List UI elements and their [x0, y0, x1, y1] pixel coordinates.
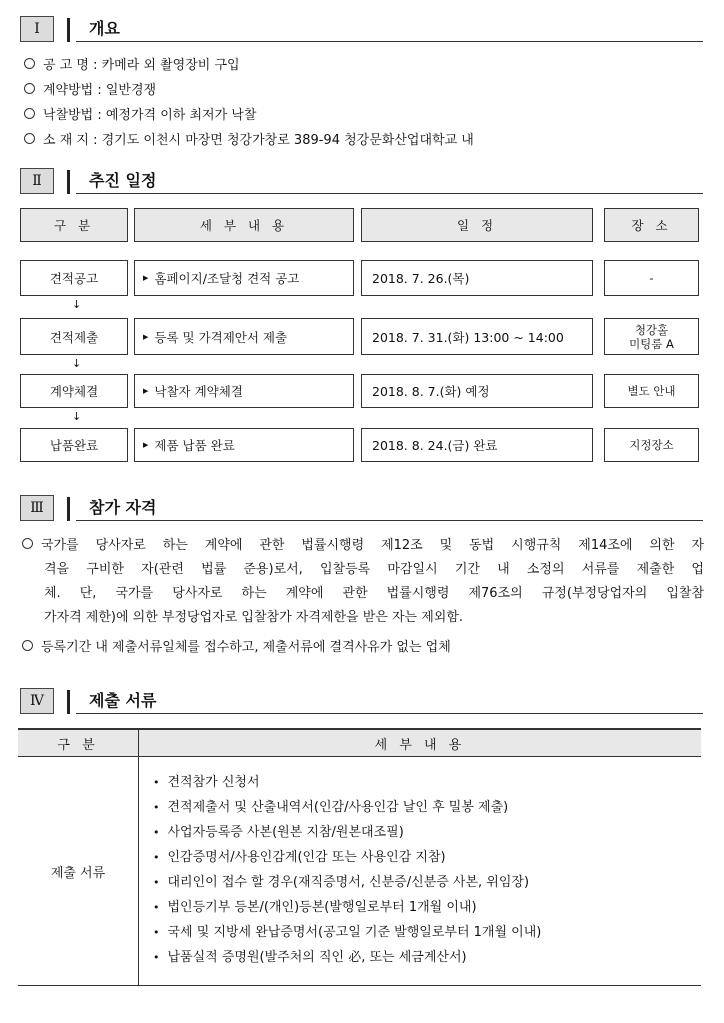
triangle-bullet-icon: ▶: [143, 274, 149, 282]
down-arrow-icon: ↓: [72, 410, 82, 423]
schedule-place: -: [604, 260, 699, 296]
list-item: • 견적제출서 및 산출내역서(인감/사용인감 날인 후 밀봉 제출): [153, 795, 701, 820]
section-title: 제출 서류: [89, 691, 157, 710]
section-rule: [76, 193, 703, 194]
overview-item: 공 고 명 : 카메라 외 촬영장비 구입: [24, 58, 240, 74]
down-arrow-icon: ↓: [72, 357, 82, 370]
section-bar: [67, 18, 70, 42]
schedule-step: 계약체결: [20, 374, 128, 408]
schedule-detail: ▶ 제품 납품 완료: [134, 428, 354, 462]
triangle-bullet-icon: ▶: [143, 332, 149, 341]
list-item: • 납품실적 증명원(발주처의 직인 必, 또는 세금계산서): [153, 945, 701, 970]
overview-item: 소 재 지 : 경기도 이천시 마장면 청강가창로 389-94 청강문화산업대학교 내: [24, 133, 474, 149]
section-bar: [67, 497, 70, 521]
triangle-bullet-icon: ▶: [143, 441, 149, 449]
qualification-item: 등록기간 내 제출서류일체를 접수하고, 제출서류에 결격사유가 없는 업체: [22, 640, 451, 656]
schedule-place: 지정장소: [604, 428, 699, 462]
circle-bullet-icon: [24, 108, 35, 119]
schedule-header-place: 장 소: [604, 208, 699, 242]
section-title: 참가 자격: [89, 498, 157, 517]
section-bar: [67, 170, 70, 194]
section-rule: [76, 520, 703, 521]
circle-bullet-icon: [24, 133, 35, 144]
section-number: Ⅰ: [20, 16, 54, 42]
schedule-header-category: 구 분: [20, 208, 128, 242]
section-3-header: [20, 495, 703, 525]
list-item: • 사업자등록증 사본(원본 지참/원본대조필): [153, 820, 701, 845]
submission-items-cell: [139, 757, 702, 986]
list-item: • 법인등기부 등본/(개인)등본(발행일로부터 1개월 이내): [153, 895, 701, 920]
section-1-header: [20, 16, 703, 46]
schedule-date: 2018. 7. 31.(화) 13:00 ~ 14:00: [361, 318, 593, 355]
down-arrow-icon: ↓: [72, 298, 82, 311]
section-rule: [76, 41, 703, 42]
schedule-step: 견적제출: [20, 318, 128, 355]
section-4-header: [20, 688, 703, 718]
overview-item: 낙찰방법 : 예정가격 이하 최저가 낙찰: [24, 108, 256, 124]
section-bar: [67, 690, 70, 714]
circle-bullet-icon: [22, 538, 33, 549]
schedule-step: 견적공고: [20, 260, 128, 296]
schedule-detail: ▶ 등록 및 가격제안서 제출: [134, 318, 354, 355]
section-2-header: [20, 168, 703, 198]
list-item: • 인감증명서/사용인감계(인감 또는 사용인감 지참): [153, 845, 701, 870]
list-item: • 국세 및 지방세 완납증명서(공고일 기준 발행일로부터 1개월 이내): [153, 920, 701, 945]
circle-bullet-icon: [24, 58, 35, 69]
section-title: 추진 일정: [89, 171, 157, 190]
list-item: • 견적참가 신청서: [153, 770, 701, 795]
section-number: Ⅳ: [20, 688, 54, 714]
submission-category: 제출 서류: [18, 757, 139, 986]
schedule-header-date: 일 정: [361, 208, 593, 242]
submission-header-detail: 세 부 내 용: [139, 729, 702, 757]
circle-bullet-icon: [22, 640, 33, 651]
triangle-bullet-icon: ▶: [143, 387, 149, 395]
circle-bullet-icon: [24, 83, 35, 94]
submission-header-category: 구 분: [18, 729, 139, 757]
overview-item: 계약방법 : 일반경쟁: [24, 83, 156, 99]
table-header-row: [18, 729, 701, 757]
schedule-date: 2018. 8. 24.(금) 완료: [361, 428, 593, 462]
schedule-place: 청강홀 미팅룸 A: [604, 318, 699, 355]
section-rule: [76, 713, 703, 714]
schedule-step: 납품완료: [20, 428, 128, 462]
schedule-date: 2018. 7. 26.(목): [361, 260, 593, 296]
schedule-date: 2018. 8. 7.(화) 예정: [361, 374, 593, 408]
section-number: Ⅲ: [20, 495, 54, 521]
schedule-place: 별도 안내: [604, 374, 699, 408]
schedule-detail: ▶ 낙찰자 계약체결: [134, 374, 354, 408]
section-number: Ⅱ: [20, 168, 54, 194]
schedule-detail: ▶ 홈페이지/조달청 견적 공고: [134, 260, 354, 296]
table-row: [18, 757, 701, 986]
submission-table: [18, 728, 701, 986]
section-title: 개요: [89, 19, 120, 38]
schedule-header-detail: 세 부 내 용: [134, 208, 354, 242]
list-item: • 대리인이 접수 할 경우(재직증명서, 신분증/신분증 사본, 위임장): [153, 870, 701, 895]
submission-items-list: [139, 758, 701, 984]
qualification-paragraph: 국가를 당사자로 하는 계약에 관한 법률시행령 제12조 및 동법 시행규칙 제14조에 의한 자 격을 구비한 자(관련 법률 준용)로서, 입찰등록 마감일시 기간 내 소정의 서류를 제출한 업 체. 단, 국가를 당사자로 하는 계약에 관한 법률시행령 제76조의 규정(부정당업자의 입찰참 가자격 제한)에 의한 부정당업자로 입찰참가 자격제한을 받은 자는 제외함.: [22, 534, 704, 630]
